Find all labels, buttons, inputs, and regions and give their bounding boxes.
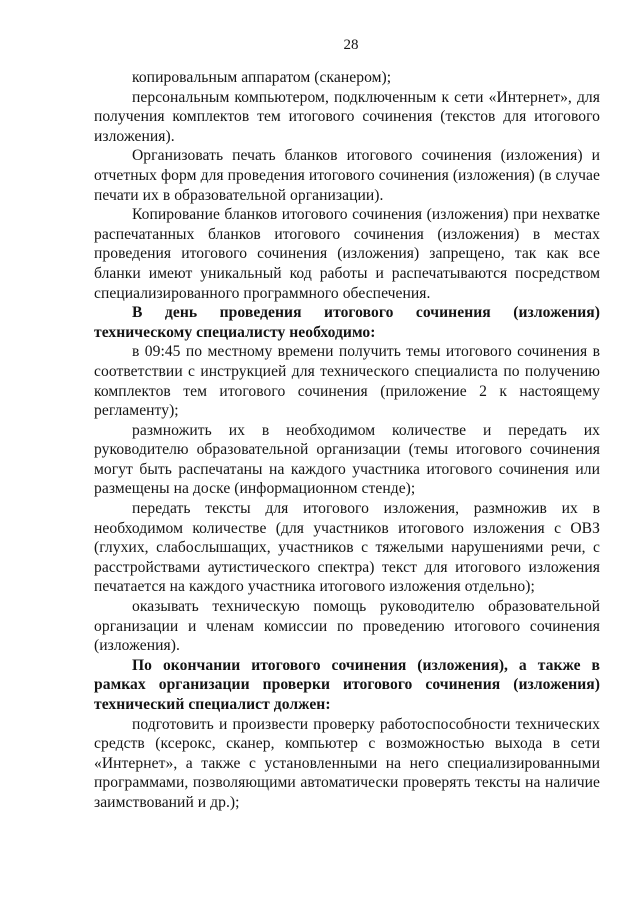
paragraph: подготовить и произвести проверку работоспособности технических средств (ксерокс, сканер, компьютер с возможностью выхода в сети «Интернет», а также с установленными на него специализированными программами, позволяющими автоматически проверять тексты на наличие заимствований и др.); [94,715,600,811]
document-body [94,68,600,813]
paragraph: размножить их в необходимом количестве и передать их руководителю образовательной организации (темы итогового сочинения могут быть распечатаны на каждого участника итогового сочинения или размещены на доске (информационном стенде); [94,421,600,498]
paragraph: оказывать техническую помощь руководителю образовательной организации и членам комиссии по проведению итогового сочинения (изложения). [94,598,600,655]
section-heading: По окончании итогового сочинения (изложения), а также в рамках организации проверки итогового сочинения (изложения) технический специалист должен: [94,656,600,713]
paragraph: Копирование бланков итогового сочинения (изложения) при нехватке распечатанных бланков итогового сочинения (изложения) в местах проведения итогового сочинения (изложения) запрещено, так как все бланки имеют уникальный код работы и распечатываются посредством специализированного программного обеспечения. [94,206,600,302]
paragraph: копировальным аппаратом (сканером); [132,69,392,86]
paragraph: персональным компьютером, подключенным к сети «Интернет», для получения комплектов тем итогового сочинения (текстов для итогового изложения). [94,88,600,145]
paragraph: передать тексты для итогового изложения, размножив их в необходимом количестве (для участников итогового изложения с ОВЗ (глухих, слабослышащих, участников с тяжелыми нарушениями речи, с расстройствами аутистического спектра) текст для итогового изложения печатается на каждого участника итогового изложения отдельно); [94,500,600,596]
paragraph: Организовать печать бланков итогового сочинения (изложения) и отчетных форм для проведения итогового сочинения (изложения) (в случае печати их в образовательной организации). [94,147,600,204]
page-number: 28 [343,37,359,53]
section-heading: В день проведения итогового сочинения (изложения) техническому специалисту необходимо: [94,304,600,341]
paragraph: в 09:45 по местному времени получить темы итогового сочинения в соответствии с инструкцией для технического специалиста по получению комплектов тем итогового сочинения (приложение 2 к настоящему регламенту); [94,343,600,420]
